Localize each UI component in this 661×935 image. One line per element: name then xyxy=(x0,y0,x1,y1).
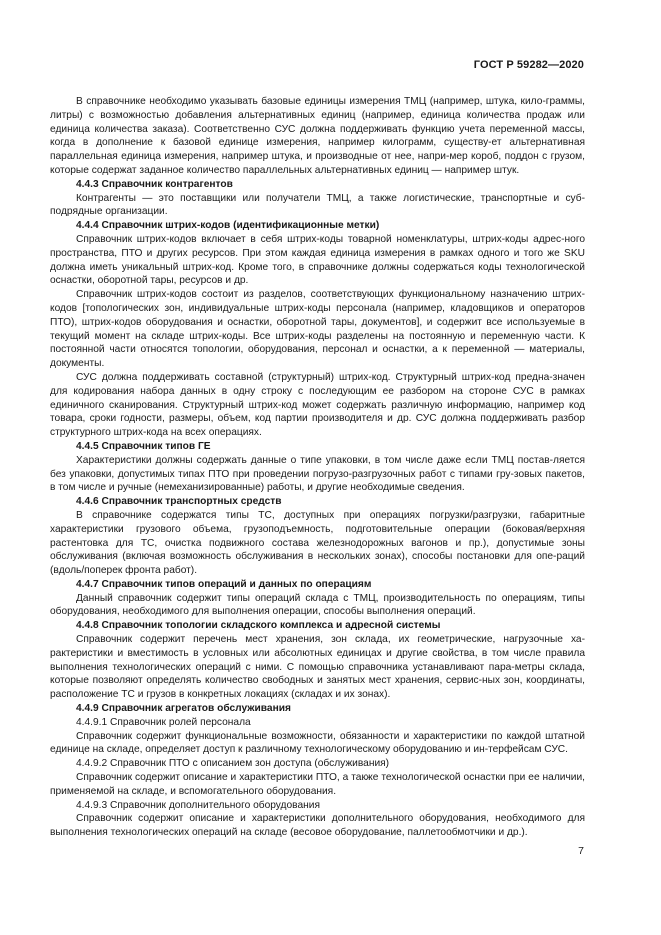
document-body xyxy=(50,95,585,840)
subsection-heading: 4.4.9.3 Справочник дополнительного оборудования xyxy=(76,799,320,811)
section-heading: 4.4.7 Справочник типов операций и данных по операциям xyxy=(76,578,372,590)
section-heading: 4.4.5 Справочник типов ГЕ xyxy=(76,440,211,452)
paragraph: Справочник содержит перечень мест хранения, зон склада, их геометрические, нагрузочные ха-рактеристики и вместимость в условных или абсолютных единицах и другие свойства, в том числе правила выполнения технологических операций с ними. С помощью справочника устанавливают пара-метры склада, которые позволяют определять количество свободных и занятых мест хранения, сервис-ных зон, координаты, расположение ТС и грузов в конкретных локациях (складах и их зонах). xyxy=(50,634,585,701)
section-heading: 4.4.8 Справочник топологии складского комплекса и адресной системы xyxy=(76,620,441,632)
paragraph: Справочник содержит описание и характеристики ПТО, а также технологической оснастки при ее наличии, применяемой на складе, и вспомогательного оборудования. xyxy=(50,772,585,797)
paragraph: Справочник содержит функциональные возможности, обязанности и характеристики по каждой штатной единице на складе, определяет доступ к различному технологическому оборудованию и ин-терфейсам СУС. xyxy=(50,730,585,756)
subsection-heading: 4.4.9.1 Справочник ролей персонала xyxy=(76,716,251,728)
page-number: 7 xyxy=(578,845,584,857)
paragraph: В справочнике необходимо указывать базовые единицы измерения ТМЦ (например, штука, кило-граммы, литры) с возможностью добавления альтернативных единиц (например, единица количества продаж или единица количества заказа). Соответственно СУС должна поддерживать функцию учета переменной массы, когда в дополнение к базовой единице измерения, например килограмм, существу-ет альтернативная параллельная единица измерения, например штука, и производные от нее, напри-мер короб, поддон с грузом, которые содержат заданное количество параллельных альтернативных единиц — например штук. xyxy=(50,96,585,176)
paragraph: Справочник штрих-кодов включает в себя штрих-коды товарной номенклатуры, штрих-коды адрес-ного пространства, ПТО и других ресурсов. При этом каждая единица измерения в рамках одного и того же SKU должна иметь уникальный штрих-код. Кроме того, в справочнике должны содержаться коды технологической оснастки, оборотной тары, ресурсов и др. xyxy=(50,233,585,287)
paragraph: СУС должна поддерживать составной (структурный) штрих-код. Структурный штрих-код предна-значен для кодирования набора данных в одну строку с последующим ее разбором на стороне СУС в рамках единичного сканирования. Структурный штрих-код может содержать различную информацию, например код товара, сроки годности, размеры, объем, код партии производителя и др. СУС должна поддерживать разбор структурного штрих-кода на всех операциях. xyxy=(50,371,585,439)
section-heading: 4.4.4 Справочник штрих-кодов (идентификационные метки) xyxy=(76,220,380,232)
paragraph: Контрагенты — это поставщики или получатели ТМЦ, а также логистические, транспортные и суб-подрядные организации. xyxy=(50,192,585,218)
paragraph: Характеристики должны содержать данные о типе упаковки, в том числе даже если ТМЦ постав-ляется без упаковки, допустимых типах ПТО при проведении погрузо-разгрузочных работ с типами гру-зовых пакетов, в том числе и ручные (немеханизированные) работы, и другие необходимые сведения. xyxy=(50,454,585,494)
section-heading: 4.4.6 Справочник транспортных средств xyxy=(76,496,282,508)
section-heading: 4.4.3 Справочник контрагентов xyxy=(76,178,233,190)
paragraph: В справочнике содержатся типы ТС, доступных при операциях погрузки/разгрузки, габаритные характеристики грузового объема, грузоподъемность, подготовительные операции (боковая/верхняя растентовка для ТС, очистка подвижного состава железнодорожных вагонов и пр.), допустимые зоны обслуживания (включая возможность обслуживания в нескольких зонах), способы постановки для опе-раций (вдоль/поперек фронта работ). xyxy=(50,509,585,577)
section-heading: 4.4.9 Справочник агрегатов обслуживания xyxy=(76,703,291,715)
paragraph: Справочник штрих-кодов состоит из разделов, соответствующих функциональному назначению штрих-кодов [топологических зон, индивидуальные штрих-коды персонала (например, кладовщиков и операторов ПТО), штрих-кодов оборудования и оснастки, оборотной тары, документов], и содержит все используемые в текущий момент на складе штрих-коды. Все штрих-коды разделены на постоянную и переменную части. К постоянной части относятся топологии, оборудования, персонал и оснастки, а к переменной — материалы, документы. xyxy=(50,289,585,370)
subsection-heading: 4.4.9.2 Справочник ПТО с описанием зон доступа (обслуживания) xyxy=(76,758,390,770)
paragraph: Справочник содержит описание и характеристики дополнительного оборудования, необходимого для выполнения технологических операций на складе (весовое оборудование, паллетообмотчики и др.). xyxy=(50,813,585,839)
paragraph: Данный справочник содержит типы операций склада с ТМЦ, производительность по операциям, типы оборудования, необходимого для выполнения операции, способы выполнения операций. xyxy=(50,592,585,618)
document-code: ГОСТ Р 59282—2020 xyxy=(473,59,584,71)
